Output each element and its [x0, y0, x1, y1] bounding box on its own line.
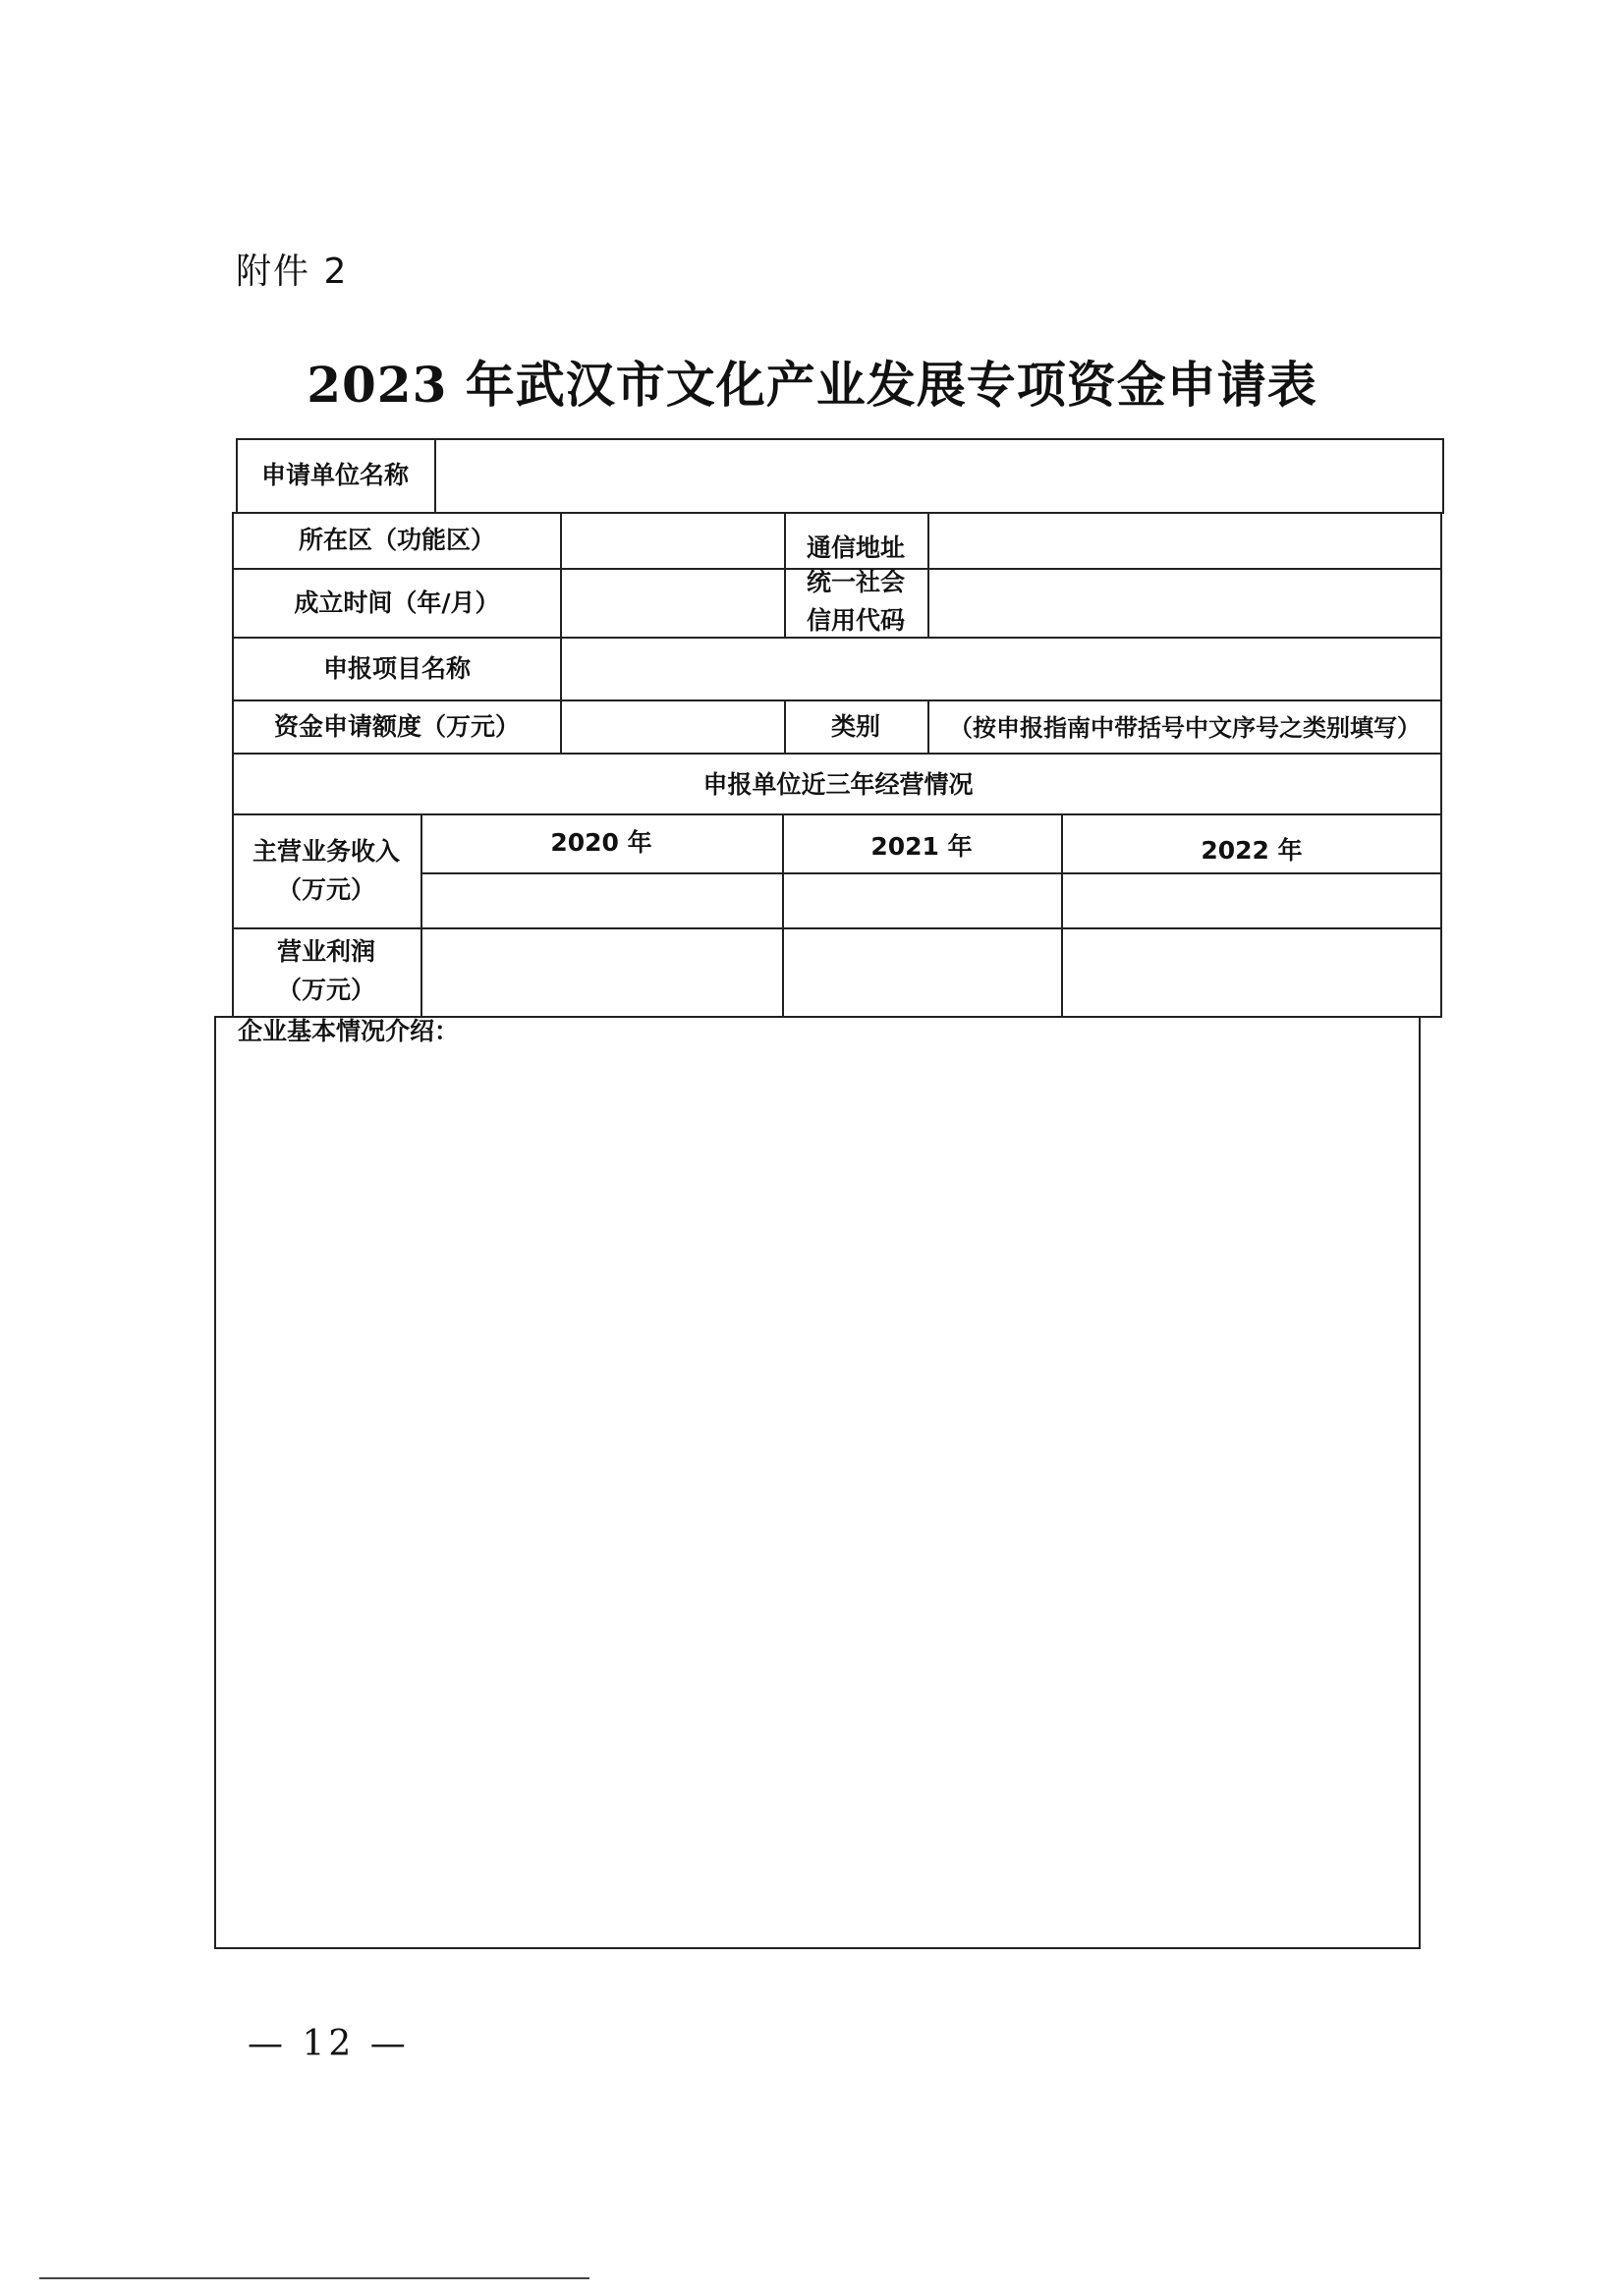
profit-2021-field[interactable]: [784, 929, 1059, 1014]
address-field[interactable]: [931, 513, 1440, 568]
credit-code-label: 统一社会 信用代码: [806, 568, 905, 635]
intro-field[interactable]: [218, 1053, 1417, 1945]
established-label: 成立时间（年/月）: [294, 588, 500, 617]
category-label: 类别: [830, 711, 880, 741]
profit-label: 营业利润 （万元）: [276, 937, 375, 1004]
project-name-field[interactable]: [564, 639, 1440, 700]
attachment-label: 附件 2: [236, 252, 349, 292]
project-name-label: 申报项目名称: [322, 653, 471, 683]
category-hint: （按申报指南中带括号中文序号之类别填写）: [949, 714, 1421, 743]
applicant-name-label: 申请单位名称: [261, 461, 410, 490]
operations-heading: 申报单位近三年经营情况: [702, 769, 974, 799]
form-title: 2023 年武汉市文化产业发展专项资金申请表: [307, 356, 1317, 414]
revenue-2021-field[interactable]: [784, 874, 1059, 927]
revenue-label: 主营业务收入 （万元）: [252, 837, 400, 904]
year-2020-header: 2020 年: [550, 827, 652, 857]
credit-code-field[interactable]: [931, 570, 1440, 637]
year-2022-header: 2022 年: [1201, 835, 1303, 865]
rule: [560, 512, 562, 753]
profit-2020-field[interactable]: [422, 929, 780, 1014]
revenue-2022-field[interactable]: [1063, 874, 1440, 927]
district-field[interactable]: [564, 513, 782, 568]
page-number: — 12 —: [248, 2024, 410, 2064]
amount-field[interactable]: [564, 701, 782, 753]
year-2021-header: 2021 年: [870, 831, 973, 861]
profit-2022-field[interactable]: [1063, 929, 1440, 1014]
scan-edge-line: [39, 2277, 589, 2279]
district-label: 所在区（功能区）: [298, 525, 495, 554]
applicant-name-field[interactable]: [438, 442, 1440, 510]
rule: [927, 512, 929, 637]
established-field[interactable]: [564, 570, 782, 637]
intro-label: 企业基本情况介绍：: [238, 1017, 460, 1045]
amount-label: 资金申请额度（万元）: [273, 711, 520, 741]
revenue-2020-field[interactable]: [422, 874, 780, 927]
address-label: 通信地址: [806, 532, 905, 562]
